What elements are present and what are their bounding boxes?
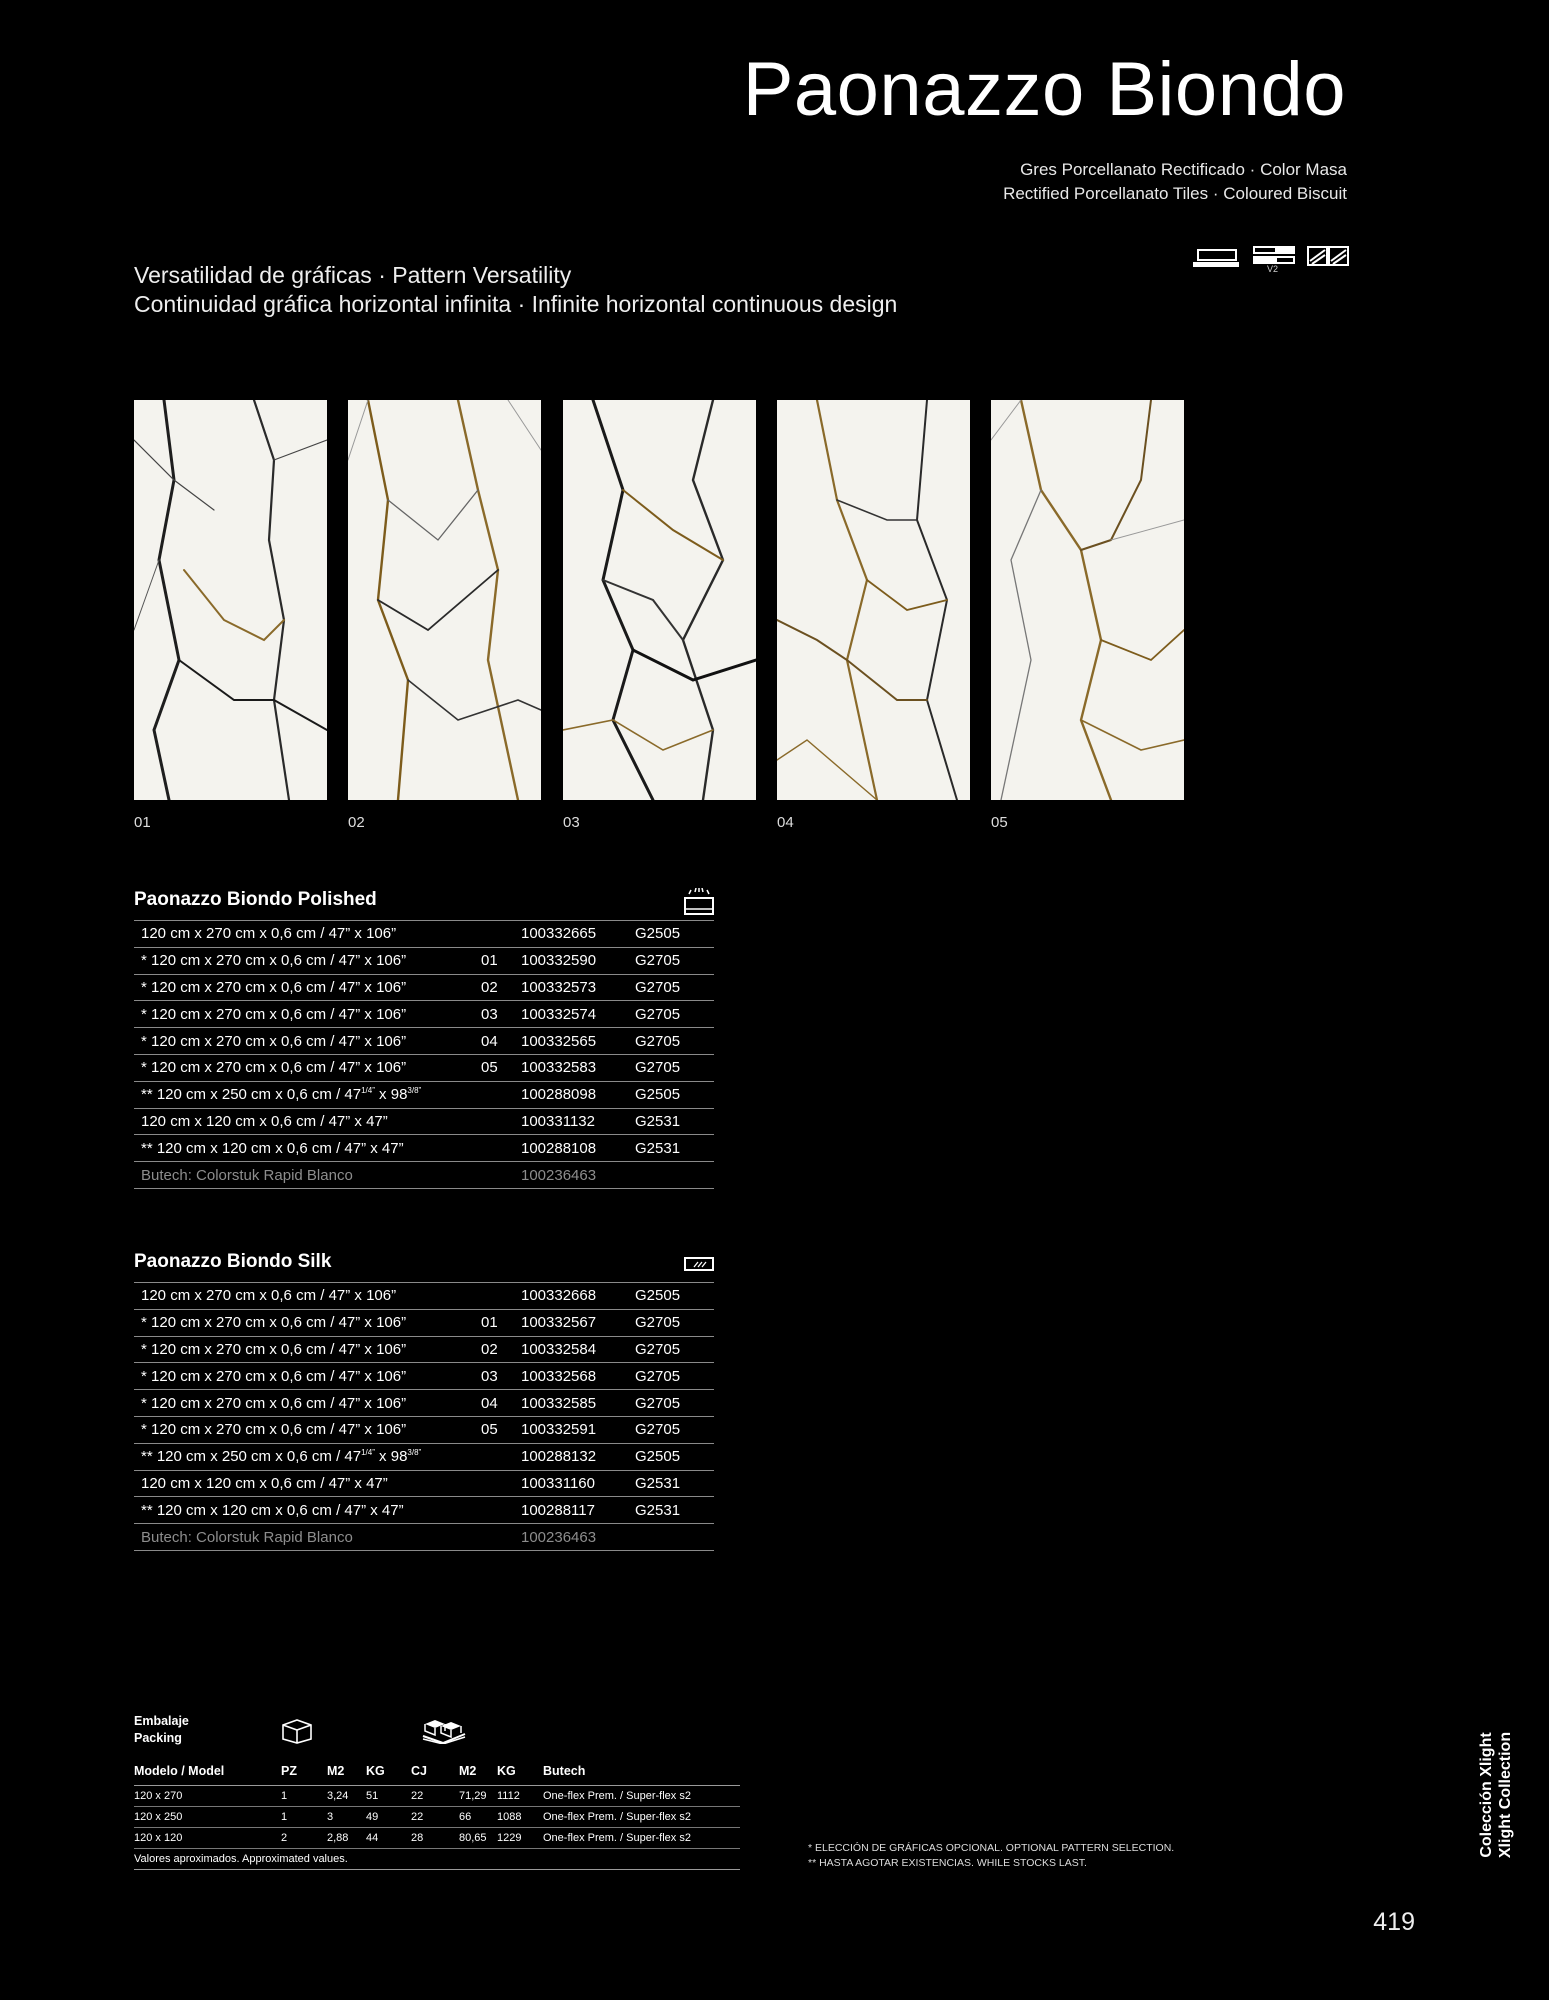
table-row: 120 cm x 120 cm x 0,6 cm / 47” x 47” 100331160 G2531	[134, 1470, 714, 1497]
continuous-pattern-icon	[1307, 246, 1349, 266]
pallet-icon	[421, 1718, 467, 1749]
table-row: * 120 cm x 270 cm x 0,6 cm / 47” x 106” 02 100332573 G2705	[134, 974, 714, 1001]
table-row: * 120 cm x 270 cm x 0,6 cm / 47” x 106” 04 100332585 G2705	[134, 1390, 714, 1417]
marble-pattern-02	[348, 400, 541, 800]
format-icons	[1191, 246, 1349, 276]
v2-slabs-icon	[1253, 246, 1295, 276]
marble-pattern-05	[991, 400, 1184, 800]
tile-image-03	[563, 400, 756, 800]
table-row: 120 x 120 2 2,88 44 28 80,65 1229 One-flex Prem. / Super-flex s2	[134, 1828, 740, 1849]
tile-label-03: 03	[563, 814, 580, 831]
v2-label: V2	[1267, 264, 1279, 274]
table-row: ** 120 cm x 250 cm x 0,6 cm / $47^{1/4”}$ x $98^{3/8”}$ 100288132 G2505	[134, 1443, 714, 1470]
silk-spec-table	[134, 1282, 714, 1551]
table-row: 120 cm x 270 cm x 0,6 cm / 47” x 106” 100332668 G2505	[134, 1283, 714, 1310]
marble-pattern-04	[777, 400, 970, 800]
tile-label-04: 04	[777, 814, 794, 831]
table-row: * 120 cm x 270 cm x 0,6 cm / 47” x 106” 05 100332591 G2705	[134, 1416, 714, 1443]
polished-spec-table	[134, 920, 714, 1189]
tile-image-02	[348, 400, 541, 800]
table-row: * 120 cm x 270 cm x 0,6 cm / 47” x 106” 01 100332567 G2705	[134, 1309, 714, 1336]
table-row: * 120 cm x 270 cm x 0,6 cm / 47” x 106” 04 100332565 G2705	[134, 1028, 714, 1055]
table-row: Butech: Colorstuk Rapid Blanco 100236463	[134, 1524, 714, 1551]
table-row: 120 x 270 1 3,24 51 22 71,29 1112 One-flex Prem. / Super-flex s2	[134, 1786, 740, 1807]
table-row: * 120 cm x 270 cm x 0,6 cm / 47” x 106” 03 100332568 G2705	[134, 1363, 714, 1390]
collection-side-label: Colección Xlight Xlight Collection	[1477, 1731, 1514, 1859]
subtitle-es: Gres Porcellanato Rectificado · Color Masa	[1020, 160, 1347, 179]
intro-line-1: Versatilidad de gráficas · Pattern Versatility	[134, 262, 572, 288]
table-row: Butech: Colorstuk Rapid Blanco 100236463	[134, 1162, 714, 1189]
table-row: 120 x 250 1 3 49 22 66 1088 One-flex Prem. / Super-flex s2	[134, 1807, 740, 1828]
table-row: * 120 cm x 270 cm x 0,6 cm / 47” x 106” 02 100332584 G2705	[134, 1336, 714, 1363]
tile-label-05: 05	[991, 814, 1008, 831]
tile-label-02: 02	[348, 814, 365, 831]
polished-table-title: Paonazzo Biondo Polished	[134, 889, 377, 910]
box-icon	[281, 1718, 313, 1749]
packing-table: Modelo / Model PZ M2 KG CJ M2 KG Butech 120 x 270 1 3,24 51 22 71,29 1112 One-flex Prem. / Super-flex s2 120 x 250 1 3 49 22 66 1088 One-flex Prem. / Super-flex s2 120 x 120 2 2,88 44 28 80,65 1229 One-flex Prem. / Super-flex s2 Valores aproximados. Approximated values.	[134, 1757, 740, 1870]
tile-image-05	[991, 400, 1184, 800]
table-row: ** 120 cm x 120 cm x 0,6 cm / 47” x 47” 100288108 G2531	[134, 1135, 714, 1162]
silk-table-title: Paonazzo Biondo Silk	[134, 1251, 332, 1272]
table-row: * 120 cm x 270 cm x 0,6 cm / 47” x 106” 05 100332583 G2705	[134, 1054, 714, 1081]
marble-pattern-03	[563, 400, 756, 800]
table-row: ** 120 cm x 120 cm x 0,6 cm / 47” x 47” 100288117 G2531	[134, 1497, 714, 1524]
table-row: 120 cm x 120 cm x 0,6 cm / 47” x 47” 100331132 G2531	[134, 1108, 714, 1135]
table-row: 120 cm x 270 cm x 0,6 cm / 47” x 106” 100332665 G2505	[134, 921, 714, 948]
single-slab-icon	[1191, 246, 1241, 270]
intro-line-2: Continuidad gráfica horizontal infinita · Infinite horizontal continuous design	[134, 291, 898, 317]
tile-image-04	[777, 400, 970, 800]
table-row: * 120 cm x 270 cm x 0,6 cm / 47” x 106” 01 100332590 G2705	[134, 947, 714, 974]
packing-note-row: Valores aproximados. Approximated values.	[134, 1849, 740, 1870]
subtitle-en: Rectified Porcellanato Tiles · Coloured Biscuit	[1003, 184, 1347, 203]
tile-image-01	[134, 400, 327, 800]
page-title: Paonazzo Biondo	[742, 47, 1346, 132]
footnotes: * ELECCIÓN DE GRÁFICAS OPCIONAL. OPTIONAL PATTERN SELECTION. ** HASTA AGOTAR EXISTENCIAS. WHILE STOCKS LAST.	[808, 1842, 1175, 1870]
silk-finish-icon	[684, 1256, 714, 1277]
table-row: * 120 cm x 270 cm x 0,6 cm / 47” x 106” 03 100332574 G2705	[134, 1001, 714, 1028]
table-row: ** 120 cm x 250 cm x 0,6 cm / $47^{1/4”}$ x $98^{3/8”}$ 100288098 G2505	[134, 1081, 714, 1108]
packing-label: Embalaje Packing	[134, 1714, 189, 1745]
tile-label-01: 01	[134, 814, 151, 831]
page-number: 419	[1373, 1908, 1415, 1936]
polished-finish-icon	[684, 888, 714, 921]
marble-pattern-01	[134, 400, 327, 800]
